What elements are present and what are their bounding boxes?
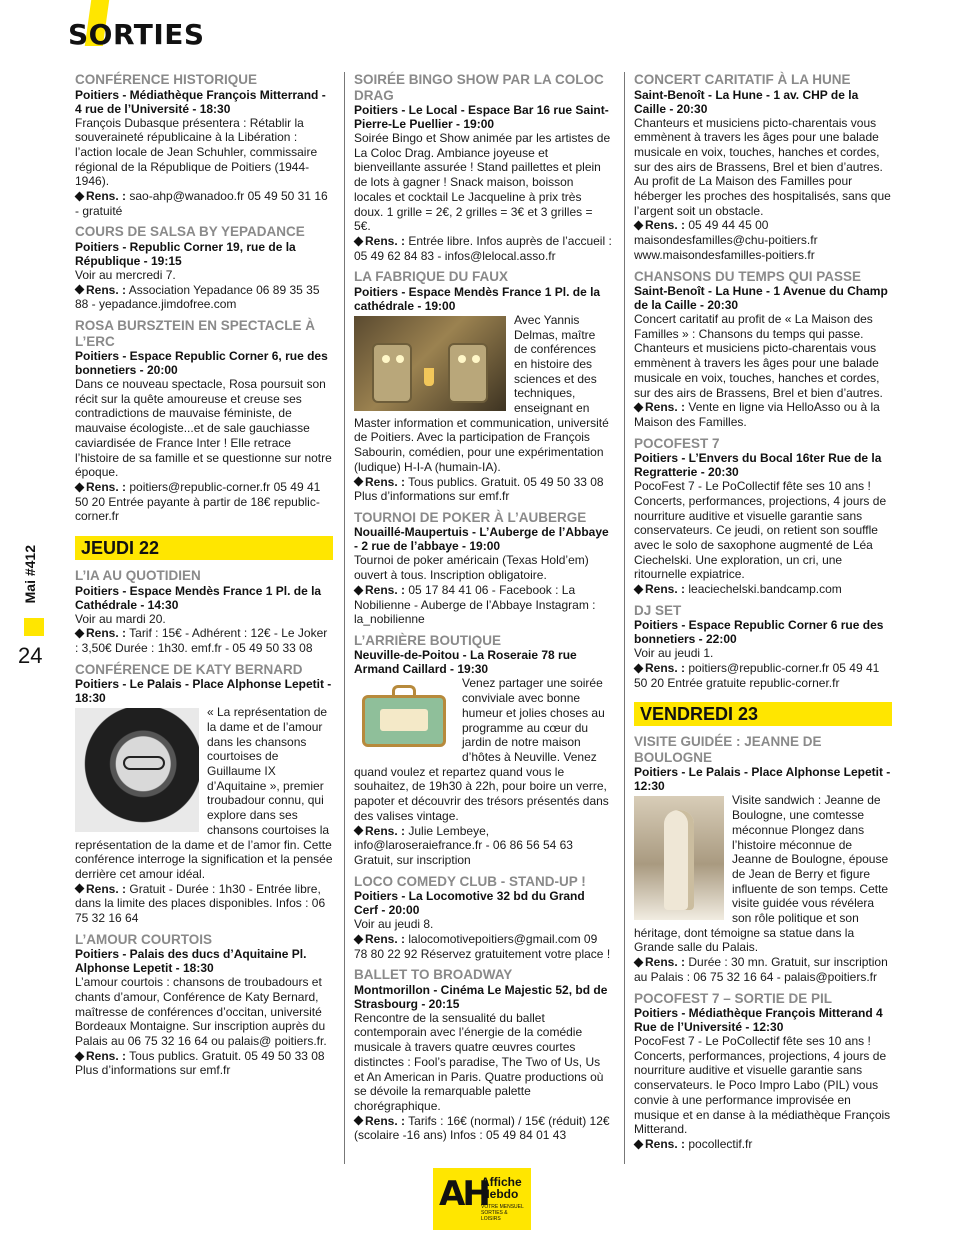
info-label: Rens. : — [365, 233, 406, 248]
info-label: Rens. : — [365, 823, 406, 838]
info-text: Tous publics. Gratuit. 05 49 50 33 08 Plus d’informations sur emf.fr — [354, 474, 604, 504]
logo-tagline: VOTRE MENSUEL SORTIES & LOISIRS — [481, 1204, 524, 1222]
event-description: Venez partager une soirée conviviale avec bonne humeur et jolies choses au programme au cœur du jardin de notre maison d’hôtes à Neuville. Venez quand voulez et repartez quand vous le souhaitez, de 19h30 à 22h, pour boire un verre, papoter et découvrir des trésors présentés dans des valises vintage. — [354, 676, 609, 823]
event-title: DJ SET — [634, 602, 682, 618]
event-venue: Nouaillé-Maupertuis - L’Auberge de l’Abbaye - 2 rue de l’abbaye - 19:00 — [354, 525, 609, 554]
event — [634, 734, 892, 984]
info-label: Rens. : — [86, 282, 127, 297]
event — [75, 318, 333, 524]
statue-photo — [634, 796, 724, 920]
event-description: Dans ce nouveau spectacle, Rosa poursuit son récit sur la quête amoureuse et creuse ses contradictions de mauvaise féministe, de mauvaise écologiste...et de sale gauchiasse caviardisée de France Inter ! Elle retrace l’histoire de sa famille et se questionne sur notre époque. — [75, 377, 332, 480]
event — [75, 568, 333, 656]
info-text: leaciechelski.bandcamp.com — [688, 582, 842, 597]
bullet-icon — [75, 482, 85, 492]
event-info — [354, 932, 612, 961]
event-info — [354, 824, 612, 868]
robots-photo — [354, 316, 506, 411]
event-venue: Poitiers - Espace Mendès France 1 Pl. de la cathédrale - 19:00 — [354, 284, 601, 313]
event-description: Soirée Bingo et Show animée par les artistes de La Coloc Drag. Ambiance joyeuse et bienveillante assurée ! Stand paillettes et plein de lots à gagner ! Snack maison, boisson locales et cocktail Le Jacqueline à prix très doux. 1 grille = 2€, 2 grilles = 3€ et 3 grilles = 5€. — [354, 131, 611, 234]
event-venue: Poitiers - Médiathèque François Mitterand 4 Rue de l’Université - 12:30 — [634, 1006, 883, 1035]
info-label: Rens. : — [645, 218, 686, 233]
event-venue: Poitiers - Espace Republic Corner 6, rue des bonnetiers - 20:00 — [75, 349, 328, 378]
event-info — [634, 400, 892, 429]
sidebar-accent — [24, 618, 44, 636]
robot-shape — [372, 343, 412, 403]
event-description: « La représentation de la dame et de l’amour dans les chansons courtoises de Guillaume IX d’Aquitaine », premier troubadour connu, qui explore dans ses chansons courtoises la représentation de la dame et de l’amor fin. Cette conférence interroge la signification et la pensée derrière cet amour idéal. — [75, 705, 333, 881]
glass-shape — [424, 368, 434, 386]
event-description: Voir au mardi 20. — [75, 611, 166, 626]
robot-shape — [448, 343, 488, 403]
column-divider — [624, 72, 625, 1164]
info-label: Rens. : — [365, 582, 406, 597]
event-venue: Poitiers - Palais des ducs d’Aquitaine Pl. Alphonse Lepetit - 18:30 — [75, 947, 307, 976]
section-title: SORTIES — [68, 18, 205, 51]
info-text: poitiers@republic-corner.fr 05 49 41 50 20 Entrée payante à partir de 18€ republic-corner.fr — [75, 479, 321, 524]
event-description: PocoFest 7 - Le PoCollectif fête ses 10 ans ! Concerts, performances, projections, 4 jours de nourriture auditive et visuelle garantie sans conservateurs. Ce jeudi, on retient son souffle avec le solo de saxophone augmenté de Léa Ciechelski. Une exploration, un cri, une ritournelle expiatrice. — [634, 479, 887, 582]
event-title: CONFÉRENCE HISTORIQUE — [75, 72, 258, 87]
suitcase-tag — [380, 709, 428, 731]
page-number: 24 — [18, 643, 43, 668]
event-description: PocoFest 7 - Le PoCollectif fête ses 10 ans ! Concerts, performances, projections, 4 jours de nourriture auditive et visuelle garantie sans conservateurs. le Poco Impro Labo (PIL) vous convie à une performance improvisée en musique et en danse à la médiathèque François Mitterand. — [634, 1034, 891, 1137]
event — [354, 633, 612, 868]
column-1 — [75, 72, 333, 1084]
info-text: 05 17 84 41 06 - Facebook : La Nobilienne - Auberge de l’Abbaye Instagram : la_nobilienne — [354, 582, 596, 627]
event — [634, 72, 892, 263]
event-info — [634, 661, 892, 690]
info-label: Rens. : — [86, 1048, 127, 1063]
info-text: Gratuit - Durée : 1h30 - Entrée libre, dans la limite des places disponibles. Infos : 06 75 32 16 64 — [75, 881, 326, 926]
bullet-icon — [75, 884, 85, 894]
event-title: TOURNOI DE POKER À L’AUBERGE — [354, 509, 587, 525]
event-title: LA FABRIQUE DU FAUX — [354, 269, 509, 285]
bullet-icon — [634, 221, 644, 231]
bullet-icon — [75, 1051, 85, 1061]
info-text: Association Yepadance 06 89 35 35 88 - yepadance.jimdofree.com — [75, 282, 320, 312]
event — [634, 603, 892, 691]
event-venue: Poitiers - Le Local - Espace Bar 16 rue Saint-Pierre-Le Puellier - 19:00 — [354, 103, 609, 131]
event-venue: Poitiers - Republic Corner 19, rue de la République - 19:15 — [75, 239, 296, 268]
event-venue: Poitiers - Le Palais - Place Alphonse Lepetit - 18:30 — [75, 677, 332, 706]
event-description: Voir au jeudi 8. — [354, 917, 434, 932]
column-divider — [344, 72, 345, 1164]
event — [75, 932, 333, 1078]
event — [634, 269, 892, 430]
info-text: Entrée libre. Infos auprès de l’accueil : 05 49 62 84 83 - infos@lelocal.asso.fr — [354, 233, 612, 263]
event-venue: Neuville-de-Poitou - La Roseraie 78 rue Armand Caillard - 19:30 — [354, 648, 577, 677]
event-info — [75, 189, 333, 218]
bullet-icon — [354, 585, 364, 595]
event — [75, 224, 333, 312]
event — [354, 72, 612, 263]
bullet-icon — [75, 285, 85, 295]
bullet-icon — [354, 1116, 364, 1126]
statue-figure — [664, 810, 694, 910]
info-label: Rens. : — [645, 1136, 686, 1151]
event-info — [354, 1114, 612, 1143]
event-title: VISITE GUIDÉE : JEANNE DE BOULOGNE — [634, 734, 822, 765]
info-label: Rens. : — [645, 400, 686, 415]
event-description: Concert caritatif au profit de « La Maison des Familles » : Chansons du temps qui passe. Chanteurs et musiciens picto-charentais vous emmènent à travers les âges pour une balade musicale en voix, touches, hanches et cordes, sur des airs de Brassens, Brel et bien d’autres. — [634, 312, 883, 400]
logo-mark: AH — [439, 1174, 488, 1214]
bullet-icon — [634, 663, 644, 673]
event-title: COURS DE SALSA BY YEPADANCE — [75, 224, 305, 240]
event-venue: Poitiers - Médiathèque François Mitterrand - 4 rue de l’Université - 18:30 — [75, 87, 326, 116]
event-title: CHANSONS DU TEMPS QUI PASSE — [634, 268, 862, 284]
info-label: Rens. : — [365, 931, 406, 946]
bullet-icon — [634, 584, 644, 594]
event-info — [75, 882, 333, 926]
event-venue: Poitiers - L’Envers du Bocal 16ter Rue de la Regratterie - 20:30 — [634, 451, 882, 480]
event — [75, 72, 333, 218]
info-text: sao-ahp@wanadoo.fr 05 49 50 31 16 - gratuité — [75, 189, 328, 218]
event-description: Avec Yannis Delmas, maître de conférences en histoire des sciences et des techniques, enseignant en Master information et communication, université de Poitiers. Avec la participation de François Sabourin, comédien, pour une expérimentation (ludique) H-I-A (humain-IA). — [354, 312, 609, 474]
day-banner: VENDREDI 23 — [634, 702, 892, 726]
info-text: 05 49 44 45 00 maisondesfamilles@chu-poitiers.fr www.maisondesfamilles-poitiers.fr — [634, 218, 818, 262]
event-title: CONCERT CARITATIF À LA HUNE — [634, 72, 851, 87]
info-text: lalocomotivepoitiers@gmail.com 09 78 80 22 92 Réservez gratuitement votre place ! — [354, 931, 611, 961]
event-description: Chanteurs et musiciens picto-charentais vous emmènent à travers les âges pour une balade musicale en voix, touches, hanches et cordes, sur des airs de Brassens, Brel et bien d’autres. Au profit de La Maison des Familles pour héberger les proches des hospitalisés, sans que l’argent soit un obstacle. — [634, 115, 891, 218]
day-banner: JEUDI 22 — [75, 536, 333, 560]
info-label: Rens. : — [86, 479, 127, 494]
event-title: BALLET TO BROADWAY — [354, 967, 513, 983]
logo-name — [481, 1176, 522, 1200]
event-info — [634, 582, 892, 597]
event-info — [354, 234, 612, 263]
bullet-icon — [354, 477, 364, 487]
affiche-hebdo-logo — [433, 1168, 531, 1230]
section-header — [68, 18, 205, 58]
event-title: ROSA BURSZTEIN EN SPECTACLE À L’ERC — [75, 318, 316, 349]
event-info — [634, 218, 892, 262]
event-venue: Poitiers - Espace Mendès France 1 Pl. de la Cathédrale - 14:30 — [75, 583, 322, 612]
info-label: Rens. : — [86, 189, 127, 204]
event-info — [634, 955, 892, 984]
event — [354, 874, 612, 962]
info-text: Vente en ligne via HelloAsso ou à la Maison des Familles. — [634, 400, 880, 429]
event-venue: Montmorillon - Cinéma Le Majestic 52, bd de Strasbourg - 20:15 — [354, 982, 608, 1011]
info-text: Tous publics. Gratuit. 05 49 50 33 08 Plus d’informations sur emf.fr — [75, 1048, 325, 1078]
event-description: Visite sandwich : Jeanne de Boulogne, une comtesse méconnue Plongez dans l’histoire méconnue de Jeanne de Boulogne, épouse de Jean de Berry et figure influente de son temps. Cette visite guidée vous révélera son rôle politique et son héritage, dont témoigne sa statue dans la Grande salle du Palais. — [634, 793, 889, 955]
info-text: Julie Lembeye, info@laroseraiefrance.fr - 06 86 56 54 63 Gratuit, sur inscription — [354, 823, 573, 867]
column-2 — [354, 72, 612, 1149]
logo-name-line: Affiche — [481, 1175, 522, 1189]
event-description: Tournoi de poker américain (Texas Hold’em) ouvert à tous. Inscription obligatoire. — [354, 553, 589, 583]
event-description: François Dubasque présentera : Rétablir la souveraineté républicaine à la Libération : l’action locale de Jean Schuhler, commissaire régional de la République de Poitiers (1944-1946). — [75, 115, 318, 189]
event-title: POCOFEST 7 – SORTIE DE PIL — [634, 990, 833, 1006]
logo-name-line: Hebdo — [481, 1187, 519, 1201]
event-info — [354, 475, 612, 504]
event-info — [75, 480, 333, 524]
event — [354, 967, 612, 1143]
event-description: Voir au jeudi 1. — [634, 646, 714, 661]
info-text: Tarifs : 16€ (normal) / 15€ (réduit) 12€ (scolaire -16 ans) Infos : 05 49 84 01 43 — [354, 1113, 610, 1143]
event-info — [634, 1137, 892, 1152]
event — [634, 991, 892, 1152]
event-title: L’IA AU QUOTIDIEN — [75, 568, 201, 584]
issue-label: Mai #412 — [22, 545, 38, 604]
column-3 — [634, 72, 892, 1158]
event-venue: Poitiers - Le Palais - Place Alphonse Lepetit - 12:30 — [634, 765, 891, 794]
bullet-icon — [634, 1139, 644, 1149]
event — [354, 510, 612, 627]
event-info — [354, 583, 612, 627]
event — [75, 662, 333, 926]
event-info — [75, 283, 333, 312]
event-venue: Poitiers - Espace Republic Corner 6 rue des bonnetiers - 22:00 — [634, 618, 884, 647]
info-text: Tarif : 15€ - Adhérent : 12€ - Le Joker : 3,50€ Durée : 1h30. emf.fr - 05 49 50 33 08 — [75, 626, 328, 655]
info-text: poitiers@republic-corner.fr 05 49 41 50 20 Entrée gratuite republic-corner.fr — [634, 660, 880, 690]
event — [354, 269, 612, 504]
event-venue: Saint-Benoît - La Hune - 1 av. CHP de la Caille - 20:30 — [634, 87, 859, 116]
event-title: CONFÉRENCE DE KATY BERNARD — [75, 661, 303, 677]
bullet-icon — [634, 403, 644, 413]
info-text: pocollectif.fr — [688, 1136, 753, 1151]
event-description: L’amour courtois : chansons de troubadours et chants d’amour, Conférence de Katy Bernard, maîtresse de conférences d’occitan, université Bordeaux Montaigne. Sur inscription auprès du Palais au 06 75 32 16 64 ou palais@ poitiers.fr. — [75, 975, 327, 1049]
event-title: SOIRÉE BINGO SHOW PAR LA COLOC DRAG — [354, 72, 604, 103]
page-sidebar — [12, 545, 52, 675]
bullet-icon — [354, 236, 364, 246]
info-label: Rens. : — [645, 955, 686, 970]
info-label: Rens. : — [365, 474, 406, 489]
event-title: LOCO COMEDY CLUB - STAND-UP ! — [354, 873, 586, 889]
info-label: Rens. : — [645, 582, 686, 597]
bullet-icon — [75, 629, 85, 639]
suitcase-image — [354, 679, 454, 751]
bullet-icon — [634, 958, 644, 968]
event-title: POCOFEST 7 — [634, 435, 720, 451]
event-venue: Saint-Benoît - La Hune - 1 Avenue du Champ de la Caille - 20:30 — [634, 284, 888, 313]
event-info — [75, 626, 333, 655]
portrait-photo — [75, 708, 199, 832]
event-title: L’ARRIÈRE BOUTIQUE — [354, 632, 502, 648]
info-text: Durée : 30 mn. Gratuit, sur inscription au Palais : 06 75 32 16 64 - palais@poitiers.fr — [634, 955, 888, 984]
bullet-icon — [75, 191, 85, 201]
event-title: L’AMOUR COURTOIS — [75, 931, 213, 947]
info-label: Rens. : — [365, 1113, 406, 1128]
bullet-icon — [354, 826, 364, 836]
glasses-shape — [123, 756, 165, 770]
event-venue: Poitiers - La Locomotive 32 bd du Grand Cerf - 20:00 — [354, 889, 585, 918]
event — [634, 436, 892, 597]
event-description: Voir au mercredi 7. — [75, 267, 176, 282]
event-info — [75, 1049, 333, 1078]
event-description: Rencontre de la sensualité du ballet contemporain avec l’énergie de la comédie musicale à travers quatre œuvres courtes distinctes : Fool’s paradise, The Two of Us, Us et An American in Paris. Quatre productions où se dévoile la remarquable palette chorégraphique. — [354, 1010, 604, 1113]
info-label: Rens. : — [86, 881, 127, 896]
info-label: Rens. : — [86, 626, 127, 641]
info-label: Rens. : — [645, 660, 686, 675]
bullet-icon — [354, 934, 364, 944]
